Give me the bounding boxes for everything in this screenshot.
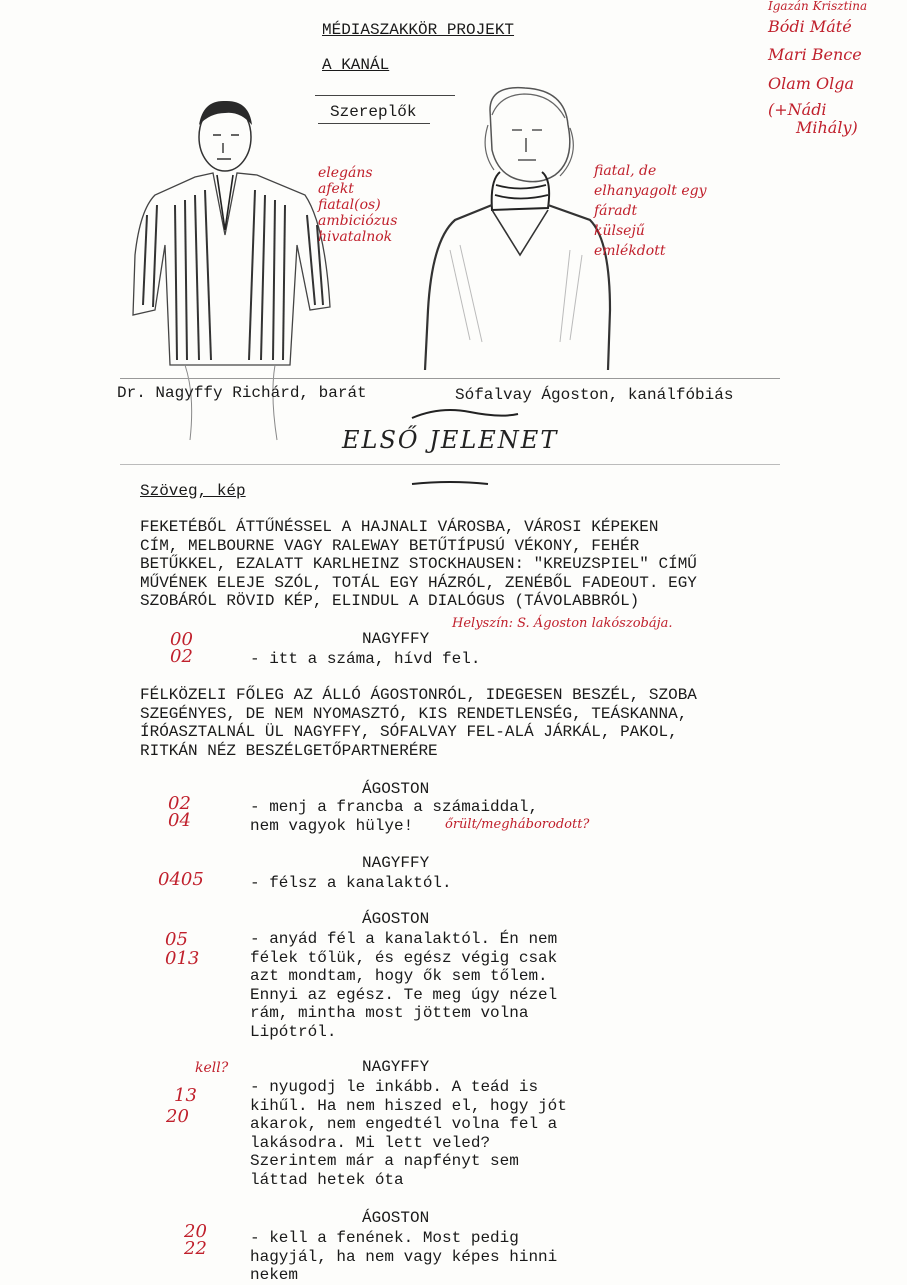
section-rule	[120, 464, 780, 465]
timecode-end: 04	[168, 809, 191, 831]
script-title: A KANÁL	[322, 56, 390, 74]
timecode	[168, 794, 191, 831]
dialogue-line: - anyád fél a kanalaktól. Én nem félek tőlük, és egész végig csak azt mondtam, hogy ők sem tőlem. Ennyi az egész. Te meg úgy nézel rám, mintha most jöttem volna Lipótról.	[250, 930, 558, 1041]
note-line: elegáns	[318, 165, 373, 181]
cast-heading: Szereplők	[330, 103, 417, 121]
scene-heading-scribble-bottom	[410, 478, 490, 490]
agoston-description-note	[594, 163, 707, 259]
timecode-start: 02	[168, 793, 191, 814]
speaker-name: ÁGOSTON	[362, 910, 430, 928]
agoston-caption: Sófalvay Ágoston, kanálfóbiás	[455, 386, 734, 404]
speaker-name: ÁGOSTON	[362, 780, 430, 798]
dialogue-line: - kell a fenének. Most pedig hagyjál, ha nem vagy képes hinni nekem	[250, 1229, 558, 1284]
timecode-end: 013	[165, 947, 200, 969]
nagyffy-description-note	[318, 165, 397, 245]
timecode-start: 00	[170, 629, 193, 650]
speaker-name: ÁGOSTON	[362, 1209, 430, 1227]
speaker-name: NAGYFFY	[362, 854, 430, 872]
timecode-start: 13	[174, 1085, 197, 1106]
note-line: emlékdott	[594, 243, 666, 260]
character-note: őrült/megháborodott?	[445, 817, 590, 832]
timecode	[166, 1086, 197, 1127]
timecode-end: 20	[166, 1105, 189, 1127]
caption-rule	[120, 378, 780, 379]
note-line: afekt	[318, 181, 354, 198]
dialogue-line: - itt a száma, hívd fel.	[250, 650, 481, 668]
margin-note: kell?	[195, 1060, 229, 1076]
note-line: ambiciózus	[318, 213, 398, 230]
action-block: FÉLKÖZELI FŐLEG AZ ÁLLÓ ÁGOSTONRÓL, IDEGESEN BESZÉL, SZOBA SZEGÉNYES, DE NEM NYOMASZTÓ, KIS RENDETLENSÉG, TEÁSKANNA, ÍRÓASZTALNÁL ÜL NAGYFFY, SÓFALVAY FEL-ALÁ JÁRKÁL, PAKOL, RITKÁN NÉZ BESZÉLGETŐPARTNERÉRE	[140, 686, 697, 760]
dialogue-line: - félsz a kanalaktól.	[250, 874, 452, 892]
note-line: fiatal(os)	[318, 197, 381, 214]
timecode-end: 05	[180, 869, 204, 890]
note-line: elhanyagolt egy	[594, 183, 707, 200]
speaker-name: NAGYFFY	[362, 630, 430, 648]
timecode	[170, 630, 193, 667]
timecode	[184, 1222, 207, 1259]
corner-note-line: Olam Olga	[768, 73, 855, 93]
timecode-start: 04	[158, 869, 181, 890]
section-label: Szöveg, kép	[140, 482, 246, 500]
corner-cast-note	[768, 0, 907, 138]
corner-note-line: Mihály)	[796, 118, 858, 138]
note-line: fiatal, de	[594, 163, 657, 179]
timecode-start: 05	[165, 929, 188, 950]
corner-note-line: Bódi Máté	[768, 16, 852, 36]
dialogue-line: - nyugodj le inkább. A teád is kihűl. Ha nem hiszed el, hogy jót akarok, nem engedtél volna fel a lakásodra. Mi lett veled? Szerintem már a napfényt sem láttad hetek óta	[250, 1078, 567, 1189]
project-title: MÉDIASZAKKÖR PROJEKT	[322, 21, 515, 39]
dialogue-line: - menj a francba a számaiddal, nem vagyok hülye!	[250, 798, 539, 835]
timecode-end: 02	[170, 645, 193, 667]
corner-note-line: (+Nádi	[768, 99, 827, 119]
intro-action-block: FEKETÉBŐL ÁTTŰNÉSSEL A HAJNALI VÁROSBA, VÁROSI KÉPEKEN CÍM, MELBOURNE VAGY RALEWAY BETŰTÍPUSÚ VÉKONY, FEHÉR BETŰKKEL, EZALATT KARLHEINZ STOCKHAUSEN: "KREUZSPIEL" CÍMŰ MŰVÉNEK ELEJE SZÓL, TOTÁL EGY HÁZRÓL, ZENÉBŐL FADEOUT. EGY SZOBÁRÓL RÖVID KÉP, ELINDUL A DIALÓGUS (TÁVOLABBRÓL)	[140, 518, 697, 610]
timecode	[158, 870, 204, 891]
corner-note-line: Igazán Krisztina	[768, 0, 868, 13]
timecode-start: 20	[184, 1221, 207, 1242]
timecode	[165, 930, 199, 969]
note-line: külsejű	[594, 223, 645, 240]
note-line: fáradt	[594, 203, 638, 220]
speaker-name: NAGYFFY	[362, 1058, 430, 1076]
scene-heading-scribble-top	[410, 404, 520, 424]
nagyffy-caption: Dr. Nagyffy Richárd, barát	[117, 384, 367, 402]
note-line: hivatalnok	[318, 229, 393, 246]
location-note: Helyszín: S. Ágoston lakószobája.	[452, 616, 673, 631]
scene-heading: ELSŐ JELENET	[342, 426, 559, 454]
corner-note-line: Mari Bence	[768, 45, 862, 65]
agoston-sketch	[420, 80, 620, 380]
timecode-end: 22	[184, 1237, 207, 1259]
